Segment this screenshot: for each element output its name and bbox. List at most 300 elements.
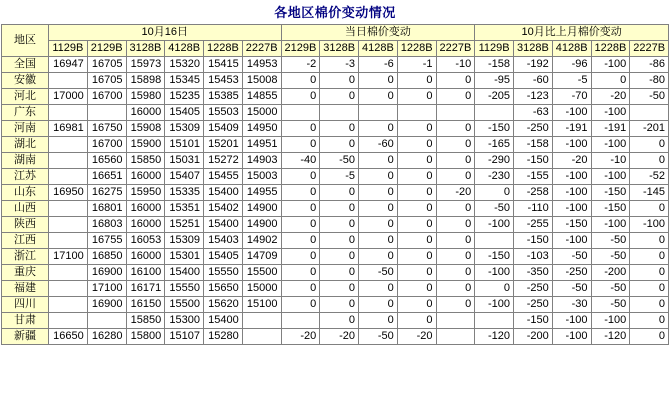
cell-m-2: -100 (552, 185, 591, 201)
cell-m-1: -158 (514, 137, 553, 153)
cell-d-2: 15950 (126, 185, 165, 201)
cell-m-3: -100 (591, 57, 630, 73)
table-row (2, 281, 669, 297)
cell-d-2: 16053 (126, 233, 165, 249)
cell-d-1 (87, 313, 126, 329)
cell-d-3: 15500 (165, 297, 204, 313)
cell-d-3: 15235 (165, 89, 204, 105)
table-row (2, 137, 669, 153)
cell-d-1: 17100 (87, 281, 126, 297)
cell-c-3: 0 (397, 249, 436, 265)
col-g2-2227b: 2227B (436, 41, 475, 57)
cell-d-0 (49, 217, 88, 233)
cell-c-0: -2 (281, 57, 320, 73)
cell-m-1: -110 (514, 201, 553, 217)
cell-c-1: -5 (320, 169, 359, 185)
cell-d-4: 15402 (204, 201, 243, 217)
header-region: 地区 (2, 25, 49, 57)
cell-c-4: 0 (436, 89, 475, 105)
cell-d-5: 14951 (242, 137, 281, 153)
cell-m-1: -60 (514, 73, 553, 89)
col-g2-2129b: 2129B (281, 41, 320, 57)
row-region-label: 甘肃 (2, 313, 49, 329)
cell-m-4: 0 (630, 313, 669, 329)
col-g1-2129b: 2129B (87, 41, 126, 57)
cell-m-4: 0 (630, 265, 669, 281)
cell-d-3: 15351 (165, 201, 204, 217)
cell-d-3: 15550 (165, 281, 204, 297)
table-row (2, 89, 669, 105)
cell-d-4: 15280 (204, 329, 243, 345)
cell-c-3: 0 (397, 89, 436, 105)
page-title: 各地区棉价变动情况 (274, 5, 396, 20)
cell-d-4: 15620 (204, 297, 243, 313)
cell-m-2: -250 (552, 265, 591, 281)
col-g2-4128b: 4128B (359, 41, 398, 57)
cell-m-1: -255 (514, 217, 553, 233)
cell-c-3: 0 (397, 185, 436, 201)
cell-d-1 (87, 105, 126, 121)
col-g3-2227b: 2227B (630, 41, 669, 57)
cell-m-2: -5 (552, 73, 591, 89)
cell-m-1: -192 (514, 57, 553, 73)
col-g2-3128b: 3128B (320, 41, 359, 57)
cell-c-1: 0 (320, 265, 359, 281)
cell-m-3: -100 (591, 105, 630, 121)
cell-c-3: 0 (397, 217, 436, 233)
cell-m-4: -145 (630, 185, 669, 201)
header-group-monthly-change: 10月比上月棉价变动 (475, 25, 669, 41)
cell-c-3: 0 (397, 121, 436, 137)
cell-c-1: 0 (320, 185, 359, 201)
cell-d-2: 16100 (126, 265, 165, 281)
cell-c-0: 0 (281, 233, 320, 249)
cell-d-2: 15973 (126, 57, 165, 73)
cell-c-1: 0 (320, 233, 359, 249)
table-row (2, 57, 669, 73)
cell-m-1: -150 (514, 233, 553, 249)
cell-m-1: -350 (514, 265, 553, 281)
cell-d-1: 16560 (87, 153, 126, 169)
cell-c-0: 0 (281, 249, 320, 265)
cell-c-4: 0 (436, 121, 475, 137)
cell-d-5 (242, 313, 281, 329)
cell-c-2: -50 (359, 265, 398, 281)
cell-d-5: 15003 (242, 169, 281, 185)
cell-c-4: 0 (436, 297, 475, 313)
cell-d-1: 16651 (87, 169, 126, 185)
cell-d-2: 16000 (126, 249, 165, 265)
cell-d-0: 17000 (49, 89, 88, 105)
cell-c-3: 0 (397, 233, 436, 249)
cell-m-4: -50 (630, 89, 669, 105)
cell-c-4: 0 (436, 73, 475, 89)
cell-d-4: 15503 (204, 105, 243, 121)
cell-d-5: 14955 (242, 185, 281, 201)
cell-c-4: 0 (436, 281, 475, 297)
cell-d-3: 15309 (165, 233, 204, 249)
cell-m-4: 0 (630, 153, 669, 169)
table-row (2, 233, 669, 249)
cell-c-2: 0 (359, 73, 398, 89)
cell-c-2: 0 (359, 281, 398, 297)
row-region-label: 浙江 (2, 249, 49, 265)
cell-m-3: -50 (591, 281, 630, 297)
cell-d-1: 16850 (87, 249, 126, 265)
col-g1-3128b: 3128B (126, 41, 165, 57)
cell-c-0: -40 (281, 153, 320, 169)
row-region-label: 广东 (2, 105, 49, 121)
table-row (2, 201, 669, 217)
table-row (2, 265, 669, 281)
cell-m-1: -250 (514, 297, 553, 313)
cell-m-2: -30 (552, 297, 591, 313)
cell-c-0: 0 (281, 89, 320, 105)
table-row (2, 329, 669, 345)
cell-d-1: 16275 (87, 185, 126, 201)
cell-d-2: 15850 (126, 313, 165, 329)
cell-m-0: -120 (475, 329, 514, 345)
table-row (2, 73, 669, 89)
cell-d-4: 15405 (204, 249, 243, 265)
cell-c-1: -50 (320, 153, 359, 169)
cell-c-1: 0 (320, 89, 359, 105)
cell-c-3: 0 (397, 153, 436, 169)
cell-d-0: 16981 (49, 121, 88, 137)
cell-m-1: -250 (514, 281, 553, 297)
cell-m-2: -50 (552, 281, 591, 297)
col-g3-1129b: 1129B (475, 41, 514, 57)
cell-m-0 (475, 313, 514, 329)
cotton-price-table (1, 24, 669, 345)
cell-m-1: -123 (514, 89, 553, 105)
cell-d-4: 15201 (204, 137, 243, 153)
cell-d-0 (49, 313, 88, 329)
cell-c-4: 0 (436, 201, 475, 217)
cell-m-0: 0 (475, 281, 514, 297)
row-region-label: 湖北 (2, 137, 49, 153)
cell-c-4: 0 (436, 169, 475, 185)
cell-c-3: 0 (397, 73, 436, 89)
cell-c-1: 0 (320, 313, 359, 329)
cell-c-2: 0 (359, 89, 398, 105)
cell-c-1: 0 (320, 137, 359, 153)
table-row (2, 313, 669, 329)
row-region-label: 安徽 (2, 73, 49, 89)
cell-d-4: 15453 (204, 73, 243, 89)
cell-d-0: 16650 (49, 329, 88, 345)
cell-m-0: -100 (475, 217, 514, 233)
row-region-label: 河北 (2, 89, 49, 105)
cell-d-4: 15385 (204, 89, 243, 105)
cell-c-3: -20 (397, 329, 436, 345)
cell-d-5: 14902 (242, 233, 281, 249)
cell-m-1: -150 (514, 313, 553, 329)
cell-c-2: 0 (359, 121, 398, 137)
cell-m-4: -80 (630, 73, 669, 89)
cell-c-2: 0 (359, 233, 398, 249)
cell-d-3: 15251 (165, 217, 204, 233)
cell-m-3: -150 (591, 201, 630, 217)
cell-m-2: -100 (552, 233, 591, 249)
table-row (2, 249, 669, 265)
cell-d-3: 15107 (165, 329, 204, 345)
cell-d-4: 15400 (204, 313, 243, 329)
cell-m-0: -95 (475, 73, 514, 89)
cell-m-0: -230 (475, 169, 514, 185)
cell-d-0 (49, 137, 88, 153)
cell-d-2: 15980 (126, 89, 165, 105)
cell-m-2: -100 (552, 313, 591, 329)
cell-c-2: 0 (359, 185, 398, 201)
cell-d-2: 16171 (126, 281, 165, 297)
cell-c-2: 0 (359, 313, 398, 329)
table-row (2, 105, 669, 121)
cell-c-0: 0 (281, 281, 320, 297)
cell-d-1: 16755 (87, 233, 126, 249)
cell-c-2: 0 (359, 249, 398, 265)
cell-c-4: 0 (436, 153, 475, 169)
cell-d-5: 14709 (242, 249, 281, 265)
cell-c-4 (436, 313, 475, 329)
cell-d-0 (49, 233, 88, 249)
cell-c-1: 0 (320, 297, 359, 313)
row-region-label: 重庆 (2, 265, 49, 281)
cell-d-0 (49, 201, 88, 217)
cell-c-0: 0 (281, 201, 320, 217)
row-region-label: 陕西 (2, 217, 49, 233)
cell-m-2: -191 (552, 121, 591, 137)
row-region-label: 新疆 (2, 329, 49, 345)
cell-c-1: 0 (320, 281, 359, 297)
col-g3-3128b: 3128B (514, 41, 553, 57)
cell-c-0: 0 (281, 73, 320, 89)
cell-d-3: 15405 (165, 105, 204, 121)
cell-m-2: -100 (552, 105, 591, 121)
cell-d-2: 16150 (126, 297, 165, 313)
cell-m-2: -100 (552, 329, 591, 345)
cell-d-2: 16000 (126, 169, 165, 185)
cell-c-4: -20 (436, 185, 475, 201)
cell-d-3: 15335 (165, 185, 204, 201)
cell-m-0: -290 (475, 153, 514, 169)
cell-d-5: 15000 (242, 281, 281, 297)
header-row-columns (2, 41, 669, 57)
cell-c-0 (281, 313, 320, 329)
cell-d-1: 16705 (87, 57, 126, 73)
cell-c-4: 0 (436, 265, 475, 281)
cell-m-4: 0 (630, 233, 669, 249)
cell-m-3: -50 (591, 297, 630, 313)
cell-d-2: 16000 (126, 217, 165, 233)
cell-c-2: -6 (359, 57, 398, 73)
cell-d-2: 16000 (126, 201, 165, 217)
cell-c-3: 0 (397, 297, 436, 313)
cell-m-1: -155 (514, 169, 553, 185)
cell-c-0: 0 (281, 169, 320, 185)
cell-m-3: -50 (591, 249, 630, 265)
cell-c-3 (397, 105, 436, 121)
cell-m-1: -63 (514, 105, 553, 121)
cell-c-4: 0 (436, 217, 475, 233)
cell-m-0 (475, 105, 514, 121)
cell-d-5: 14900 (242, 201, 281, 217)
cell-d-2: 15908 (126, 121, 165, 137)
cell-d-5: 15008 (242, 73, 281, 89)
cell-c-2: -60 (359, 137, 398, 153)
cell-d-3: 15031 (165, 153, 204, 169)
cell-d-2: 15900 (126, 137, 165, 153)
cell-c-2: 0 (359, 217, 398, 233)
col-g1-2227b: 2227B (242, 41, 281, 57)
cell-c-1: 0 (320, 73, 359, 89)
cell-c-1: 0 (320, 201, 359, 217)
cell-d-4: 15400 (204, 185, 243, 201)
cell-d-2: 15850 (126, 153, 165, 169)
cell-d-3: 15301 (165, 249, 204, 265)
cell-m-2: -70 (552, 89, 591, 105)
cell-c-4: 0 (436, 249, 475, 265)
cell-m-4: 0 (630, 201, 669, 217)
col-g3-1228b: 1228B (591, 41, 630, 57)
cell-d-0 (49, 73, 88, 89)
cell-c-3: 0 (397, 281, 436, 297)
cell-m-0: -150 (475, 121, 514, 137)
cell-d-4: 15650 (204, 281, 243, 297)
cell-m-2: -20 (552, 153, 591, 169)
cell-m-4: 0 (630, 329, 669, 345)
cell-c-1: -20 (320, 329, 359, 345)
cell-d-1: 16280 (87, 329, 126, 345)
cell-m-3: -150 (591, 185, 630, 201)
cell-c-0: 0 (281, 121, 320, 137)
cell-c-4 (436, 105, 475, 121)
cell-m-0: -165 (475, 137, 514, 153)
cell-c-2 (359, 105, 398, 121)
row-region-label: 河南 (2, 121, 49, 137)
cell-d-5: 14953 (242, 57, 281, 73)
cell-m-3: -191 (591, 121, 630, 137)
cell-c-1: -3 (320, 57, 359, 73)
cell-c-4 (436, 329, 475, 345)
cell-d-5: 14855 (242, 89, 281, 105)
cell-d-2: 15800 (126, 329, 165, 345)
table-row (2, 169, 669, 185)
cell-c-2: 0 (359, 201, 398, 217)
cell-m-0: -158 (475, 57, 514, 73)
cell-m-0: 0 (475, 185, 514, 201)
cell-d-0 (49, 297, 88, 313)
table-row (2, 217, 669, 233)
cell-d-4: 15272 (204, 153, 243, 169)
cell-m-3: -100 (591, 169, 630, 185)
cell-m-4: -201 (630, 121, 669, 137)
cell-d-1: 16900 (87, 297, 126, 313)
cell-c-1: 0 (320, 249, 359, 265)
table-body (2, 57, 669, 345)
cell-m-3: 0 (591, 73, 630, 89)
cell-d-5: 15100 (242, 297, 281, 313)
cell-c-3: 0 (397, 313, 436, 329)
cell-d-4: 15403 (204, 233, 243, 249)
cell-c-0: 0 (281, 217, 320, 233)
col-g1-1228b: 1228B (204, 41, 243, 57)
cell-m-3: -100 (591, 137, 630, 153)
cell-m-2: -96 (552, 57, 591, 73)
row-region-label: 山东 (2, 185, 49, 201)
cell-d-1: 16803 (87, 217, 126, 233)
cell-d-3: 15407 (165, 169, 204, 185)
cell-m-3: -20 (591, 89, 630, 105)
cell-c-1: 0 (320, 217, 359, 233)
cell-d-0 (49, 153, 88, 169)
cell-m-2: -50 (552, 249, 591, 265)
cell-m-3: -100 (591, 313, 630, 329)
row-region-label: 江苏 (2, 169, 49, 185)
cell-c-2: -50 (359, 329, 398, 345)
cell-m-4: -52 (630, 169, 669, 185)
cell-m-3: -100 (591, 217, 630, 233)
cell-m-3: -120 (591, 329, 630, 345)
cell-c-1: 0 (320, 121, 359, 137)
cell-c-2: 0 (359, 153, 398, 169)
cell-d-1: 16900 (87, 265, 126, 281)
cell-c-3: 0 (397, 265, 436, 281)
cell-c-2: 0 (359, 169, 398, 185)
cell-m-0: -50 (475, 201, 514, 217)
cell-m-0: -150 (475, 249, 514, 265)
cell-m-3: -50 (591, 233, 630, 249)
cell-d-0: 16947 (49, 57, 88, 73)
cell-m-1: -250 (514, 121, 553, 137)
cell-m-4: 0 (630, 297, 669, 313)
cell-d-1: 16801 (87, 201, 126, 217)
cell-d-1: 16700 (87, 137, 126, 153)
cell-c-2: 0 (359, 297, 398, 313)
cell-m-2: -100 (552, 201, 591, 217)
cell-d-0: 17100 (49, 249, 88, 265)
cell-d-5: 14903 (242, 153, 281, 169)
header-group-daily-change: 当日棉价变动 (281, 25, 475, 41)
cell-c-0 (281, 105, 320, 121)
col-g1-1129b: 1129B (49, 41, 88, 57)
cell-m-4 (630, 105, 669, 121)
col-g3-4128b: 4128B (552, 41, 591, 57)
cell-c-0: 0 (281, 297, 320, 313)
table-row (2, 153, 669, 169)
cell-m-2: -100 (552, 137, 591, 153)
cell-m-4: 0 (630, 249, 669, 265)
cell-m-0: -100 (475, 265, 514, 281)
cell-c-0: 0 (281, 137, 320, 153)
cell-m-4: -86 (630, 57, 669, 73)
table-row (2, 185, 669, 201)
cell-c-0: -20 (281, 329, 320, 345)
cell-d-3: 15400 (165, 265, 204, 281)
cell-m-0: -205 (475, 89, 514, 105)
cell-d-0 (49, 281, 88, 297)
cell-d-4: 15455 (204, 169, 243, 185)
cell-d-3: 15345 (165, 73, 204, 89)
table-header (2, 25, 669, 57)
cell-c-3: -1 (397, 57, 436, 73)
cell-d-5 (242, 329, 281, 345)
cell-c-4: 0 (436, 233, 475, 249)
cell-m-1: -103 (514, 249, 553, 265)
cell-d-4: 15400 (204, 217, 243, 233)
cell-d-4: 15550 (204, 265, 243, 281)
cell-d-3: 15101 (165, 137, 204, 153)
